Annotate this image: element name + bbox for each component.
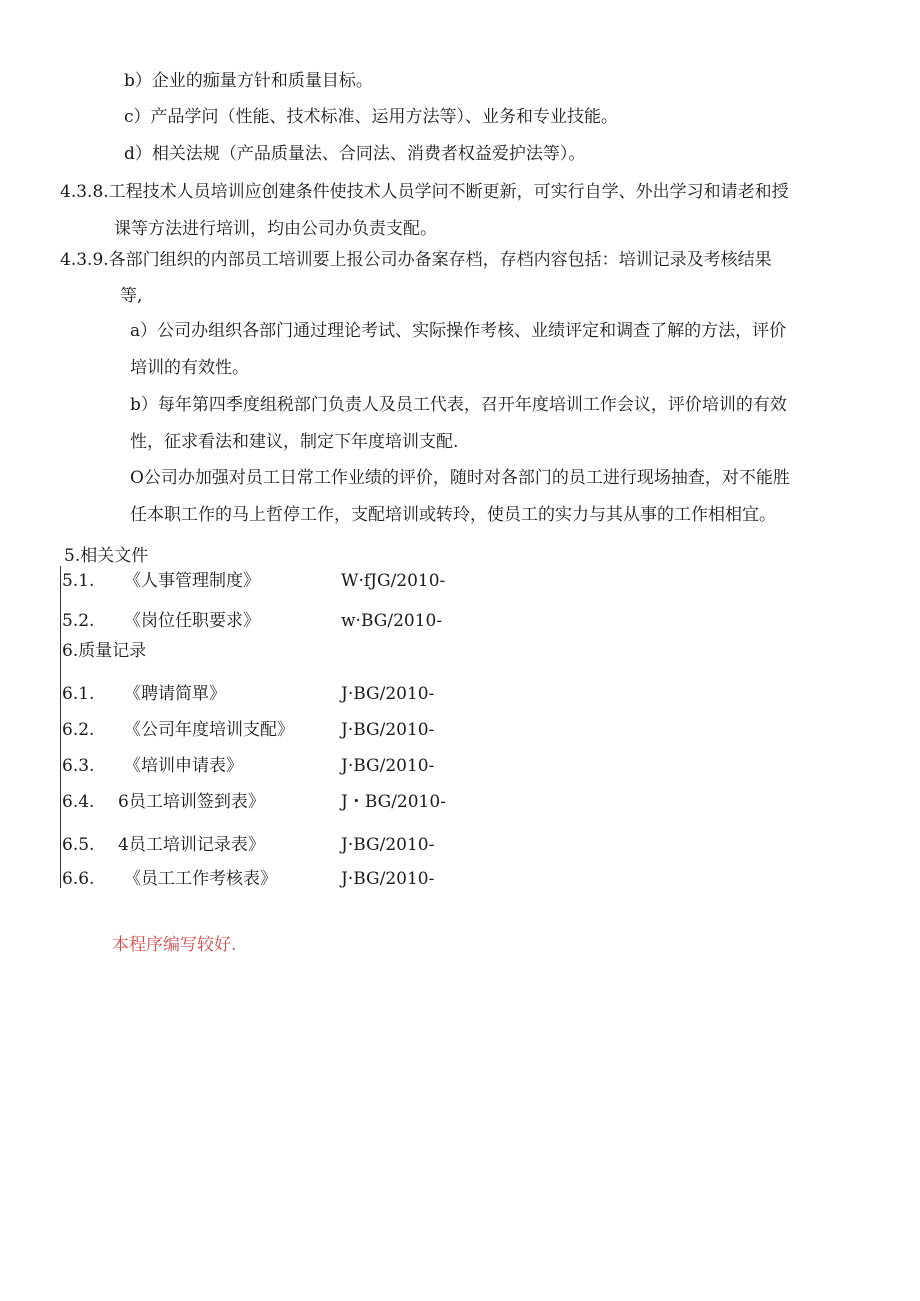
clause-4-3-9-line2: 等, bbox=[120, 286, 143, 306]
section-6-row-num: 6.5. bbox=[62, 835, 95, 855]
section-6-row-code: J·BG/2010- bbox=[341, 720, 435, 740]
section-6-heading: 6.质量记录 bbox=[62, 641, 147, 661]
section-5-heading: 5.相关文件 bbox=[64, 546, 149, 566]
section-6-row-num: 6.6. bbox=[62, 869, 95, 889]
list-item-c: c）产品学问（性能、技术标准、运用方法等）、业务和专业技能。 bbox=[124, 107, 619, 127]
section-6-row-title: 4员工培训记录表》 bbox=[118, 835, 265, 855]
section-6-row-num: 6.4. bbox=[62, 792, 95, 812]
section-5-row-num: 5.2. bbox=[62, 611, 95, 631]
clause-4-3-9-item-c-line1: O公司办加强对员工日常工作业绩的评价，随时对各部门的员工进行现场抽查，对不能胜 bbox=[130, 468, 790, 488]
listing-left-rule bbox=[60, 566, 61, 888]
section-6-row-title: 《员工工作考核表》 bbox=[124, 869, 277, 889]
review-note: 本程序编写较好. bbox=[112, 935, 237, 955]
clause-4-3-9-item-c-line2: 任本职工作的马上哲停工作，支配培训或转玲，使员工的实力与其从事的工作相相宜。 bbox=[130, 505, 776, 525]
clause-4-3-9-item-b-line1: b）每年第四季度组税部门负责人及员工代表，召开年度培训工作会议，评价培训的有效 bbox=[130, 395, 787, 415]
section-5-row-code: W·fJG/2010- bbox=[341, 571, 446, 591]
section-6-row-code: J·BG/2010- bbox=[341, 756, 435, 776]
clause-4-3-9-item-a-line2: 培训的有效性。 bbox=[130, 358, 249, 378]
list-item-b: b）企业的痂量方针和质量目标。 bbox=[124, 71, 373, 91]
section-6-row-code: J·BG/2010- bbox=[341, 684, 435, 704]
section-6-row-num: 6.3. bbox=[62, 756, 95, 776]
section-5-row-num: 5.1. bbox=[62, 571, 95, 591]
section-6-row-code: J・BG/2010- bbox=[341, 792, 446, 812]
list-item-d: d）相关法规（产品质量法、合同法、消费者权益爱护法等）。 bbox=[124, 144, 586, 164]
clause-4-3-8-line2: 课等方法进行培训，均由公司办负责支配。 bbox=[114, 219, 437, 239]
section-6-row-num: 6.2. bbox=[62, 720, 95, 740]
section-6-row-title: 《培训申请表》 bbox=[124, 756, 243, 776]
section-6-row-title: 6员工培训签到表》 bbox=[118, 792, 265, 812]
section-6-row-num: 6.1. bbox=[62, 684, 95, 704]
clause-4-3-8-line1: 4.3.8.工程技术人员培训应创建条件使技术人员学问不断更新，可实行自学、外出学习和请老和授 bbox=[60, 182, 789, 202]
clause-4-3-9-item-b-line2: 性，征求看法和建议，制定下年度培训支配. bbox=[130, 432, 459, 452]
section-6-row-code: J·BG/2010- bbox=[341, 869, 435, 889]
section-5-row-title: 《岗位任职要求》 bbox=[124, 611, 260, 631]
section-5-row-title: 《人事管理制度》 bbox=[124, 571, 260, 591]
section-6-row-title: 《聘请简單》 bbox=[124, 684, 226, 704]
section-6-row-code: J·BG/2010- bbox=[341, 835, 435, 855]
section-6-row-title: 《公司年度培训支配》 bbox=[124, 720, 294, 740]
section-5-row-code: w·BG/2010- bbox=[341, 611, 443, 631]
clause-4-3-9-line1: 4.3.9.各部门组织的内部员工培训要上报公司办备案存档，存档内容包括：培训记录及考核结果 bbox=[60, 250, 772, 270]
clause-4-3-9-item-a-line1: a）公司办组织各部门通过理论考试、实际操作考核、业绩评定和调查了解的方法，评价 bbox=[130, 321, 787, 341]
